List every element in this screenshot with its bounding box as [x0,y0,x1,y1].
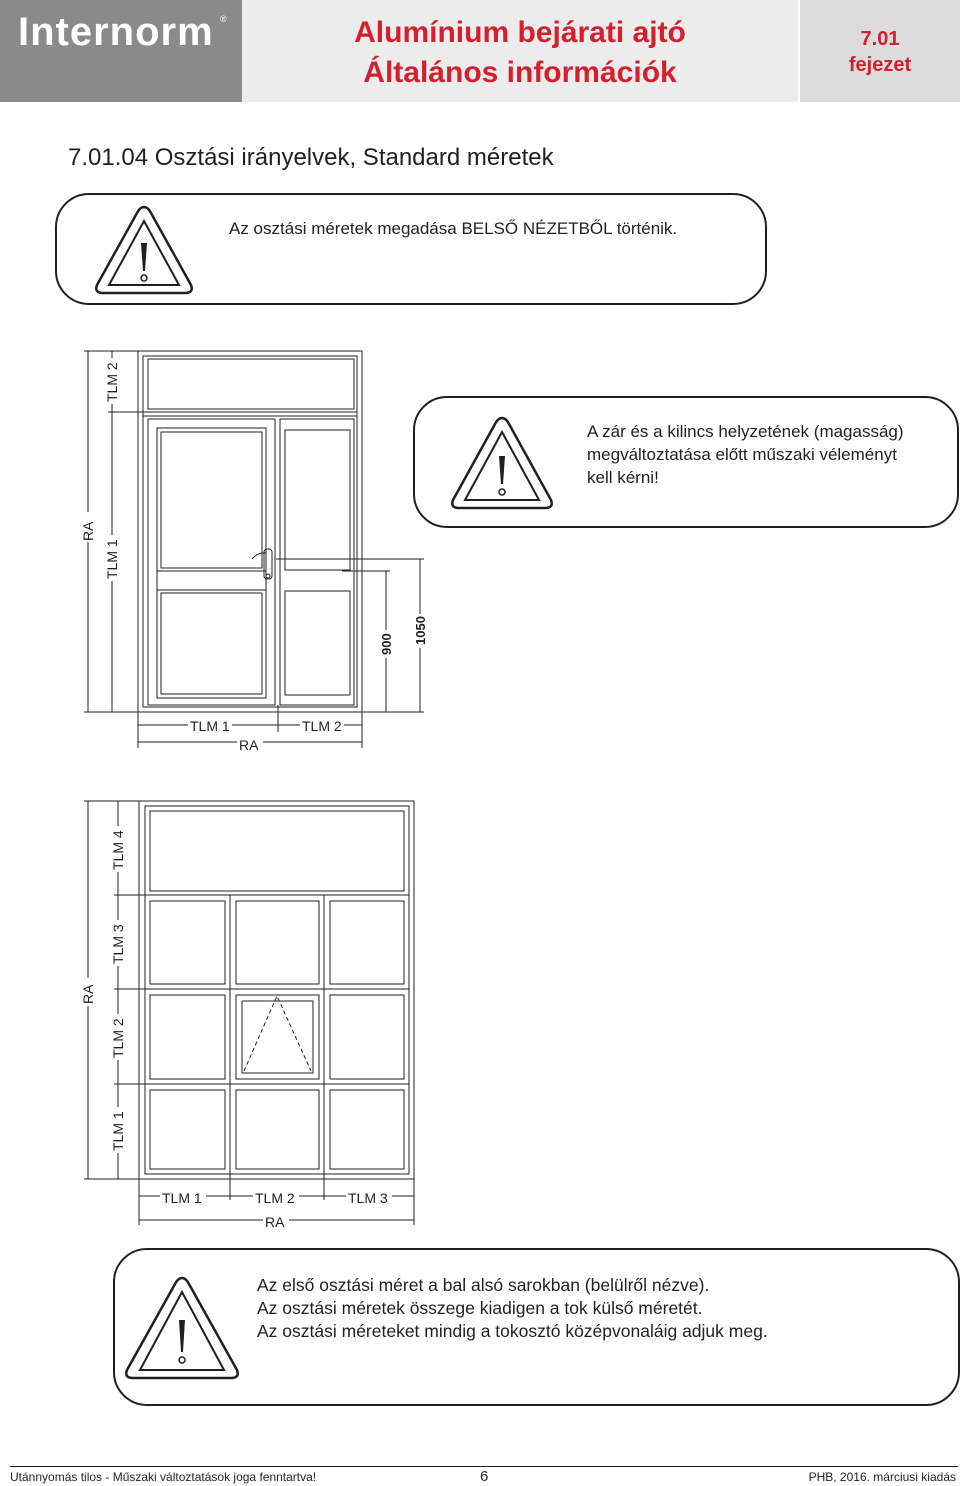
document-title: Alumínium bejárati ajtó [354,16,686,49]
notice-line: Az első osztási méret a bal alsó sarokban (belülről nézve). [257,1275,710,1295]
chapter-label: fejezet [848,54,912,76]
notice-line: megváltoztatása előtt műszaki véleményt [587,445,897,464]
notice-line: A zár és a kilincs helyzetének (magasság) [587,422,904,441]
footer-copyright: Utánnyomás tilos - Műszaki változtatások joga fenntartva! [10,1470,317,1484]
notice-text: Az osztási méretek megadása BELSŐ NÉZETBŐL történik. [229,219,678,238]
dim-tlm2-left: TLM 2 [110,1018,126,1058]
dim-tlm3-bottom: TLM 3 [348,1190,388,1206]
brand-logo: Internorm [18,10,214,54]
notice-line: kell kérni! [587,468,659,487]
dim-tlm3-left: TLM 3 [110,924,126,964]
page-number: 6 [480,1468,489,1485]
footer-edition: PHB, 2016. márciusi kiadás [808,1470,956,1484]
document-subtitle: Általános információk [363,56,677,89]
door-drawing-1 [84,351,424,748]
dim-ra-bottom: RA [265,1214,285,1230]
dim-tlm1-bottom: TLM 1 [162,1190,202,1206]
footer-divider [10,1466,958,1467]
chapter-number: 7.01 [860,28,900,50]
dim-ra-left: RA [80,521,96,541]
dim-ra-bottom: RA [239,737,259,753]
notice-line: Az osztási méreteket mindig a tokosztó középvonaláig adjuk meg. [257,1321,768,1341]
dim-tlm1-left: TLM 1 [110,1111,126,1151]
dim-handle-height: 1050 [413,616,428,645]
dim-tlm2-bottom: TLM 2 [255,1190,295,1206]
section-title: 7.01.04 Osztási irányelvek, Standard méretek [68,144,554,171]
dim-tlm2-left: TLM 2 [104,362,120,402]
door-drawing-2 [84,801,414,1225]
dim-tlm4-left: TLM 4 [110,830,126,870]
dim-ra-left: RA [80,984,96,1004]
notice-line: Az osztási méretek összege kiadigen a tok külső méretét. [257,1298,703,1318]
dim-tlm2-bottom: TLM 2 [302,718,342,734]
dim-tlm1-left: TLM 1 [104,539,120,579]
registered-mark: ® [220,14,227,24]
dim-lock-height: 900 [379,633,394,655]
dim-tlm1-bottom: TLM 1 [190,718,230,734]
